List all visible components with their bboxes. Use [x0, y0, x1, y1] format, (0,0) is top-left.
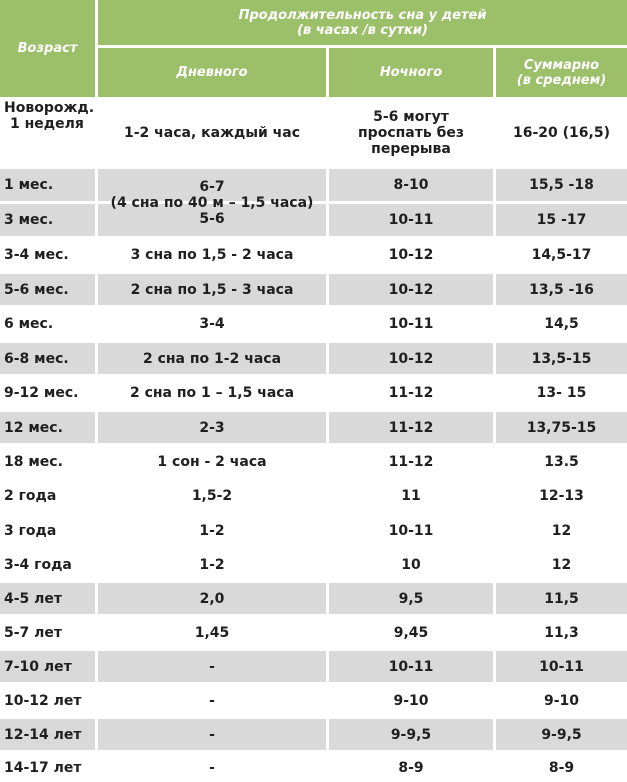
row-day [98, 617, 326, 648]
newborn-night-line1: 5-6 могут [373, 109, 449, 125]
row-total [496, 169, 627, 201]
row-day [98, 685, 326, 716]
row-age [0, 204, 95, 236]
row-age [0, 719, 95, 750]
row-night [329, 753, 493, 782]
newborn-day [98, 100, 326, 166]
header-age-label: Возраст [17, 41, 78, 56]
row-age [0, 549, 95, 580]
row-total-text: 13,75-15 [526, 419, 597, 436]
row-night-text: 10-11 [388, 212, 434, 228]
header-day-label: Дневного [176, 65, 248, 80]
row-age-text: 10-12 лет [4, 692, 82, 709]
row-day-text: 2 сна по 1-2 часа [142, 350, 282, 367]
row-day-text: 3 сна по 1,5 - 2 часа [130, 247, 294, 263]
row-day-text: 2 сна по 1 – 1,5 часа [129, 385, 295, 401]
row-age-text: 6-8 мес. [4, 350, 69, 367]
row-age-text: 12-14 лет [4, 726, 82, 743]
header-day [98, 48, 326, 97]
merged-day-line1: 6-7 [199, 178, 225, 195]
row-night [329, 651, 493, 682]
newborn-total [496, 100, 627, 166]
newborn-night [329, 100, 493, 166]
row-total [496, 753, 627, 782]
row-age [0, 685, 95, 716]
row-day [98, 719, 326, 750]
row-day-text: 2 сна по 1,5 - 3 часа [130, 281, 294, 298]
row-total-text: 9-10 [543, 692, 580, 709]
row-night [329, 412, 493, 443]
row-age-text: 6 мес. [4, 316, 54, 332]
row-day [98, 480, 326, 512]
row-night [329, 719, 493, 750]
row-total [496, 617, 627, 648]
row-total [496, 446, 627, 477]
newborn-total-value: 16-20 (16,5) [513, 125, 610, 141]
row-age [0, 239, 95, 271]
row-total-text: 10-11 [539, 658, 584, 675]
row-night [329, 617, 493, 648]
row-day-text: 1 сон - 2 часа [157, 453, 267, 470]
row-day [98, 515, 326, 546]
newborn-day-value: 1-2 часа, каждый час [123, 125, 301, 141]
row-night-text: 11 [401, 488, 421, 504]
header-total-line1: Суммарно [523, 57, 600, 73]
row-age [0, 480, 95, 512]
row-day-text: 2,0 [199, 590, 225, 607]
row-night-text: 10-11 [388, 522, 434, 539]
row-age [0, 343, 95, 374]
row-total-text: 12-13 [539, 488, 584, 504]
row-age [0, 515, 95, 546]
row-age [0, 753, 95, 782]
row-total [496, 412, 627, 443]
header-total-line2: (в среднем) [516, 72, 607, 88]
row-day [98, 753, 326, 782]
header-night [329, 48, 493, 97]
row-age-text: 12 мес. [4, 419, 63, 436]
newborn-age-line2: 1 неделя [10, 116, 84, 132]
header-group-title-line2: (в часах /в сутки) [297, 22, 428, 38]
row-day-text: 3-4 [199, 316, 225, 332]
row-night-text: 11-12 [388, 385, 434, 401]
row-night [329, 549, 493, 580]
row-night-text: 9,45 [393, 624, 429, 641]
row-age-text: 5-6 мес. [4, 281, 69, 298]
row-total [496, 274, 627, 305]
row-age [0, 412, 95, 443]
row-day [98, 169, 326, 201]
newborn-night-line3: перерыва [371, 141, 451, 157]
row-total-text: 8-9 [548, 759, 575, 776]
row-day-text: 2-3 [199, 419, 225, 436]
row-night-text: 10-12 [388, 247, 434, 263]
header-group-title-line1: Продолжительность сна у детей [238, 7, 487, 23]
row-night-text: 11-12 [388, 453, 434, 470]
newborn-age [0, 100, 95, 166]
row-night [329, 308, 493, 340]
row-total [496, 343, 627, 374]
row-total-text: 14,5 [544, 316, 579, 332]
row-night [329, 480, 493, 512]
row-total [496, 685, 627, 716]
row-total [496, 515, 627, 546]
row-day [98, 549, 326, 580]
row-day [98, 446, 326, 477]
row-total-text: 12 [551, 556, 572, 573]
row-day [98, 308, 326, 340]
row-age-text: 3-4 мес. [4, 247, 69, 263]
row-age [0, 617, 95, 648]
row-total-text: 14,5-17 [531, 247, 592, 263]
row-night [329, 239, 493, 271]
row-day [98, 583, 326, 614]
row-age-text: 2 года [4, 488, 57, 504]
row-day-text: - [209, 726, 215, 743]
row-night-text: 10-11 [388, 658, 434, 675]
row-day [98, 377, 326, 409]
row-night-text: 10-12 [388, 281, 434, 298]
merged-day-line2: (4 сна по 40 м – 1,5 часа) [110, 194, 314, 211]
row-night [329, 204, 493, 236]
row-night [329, 377, 493, 409]
row-day-text: 1-2 [199, 522, 225, 539]
row-night-text: 9-10 [393, 692, 429, 709]
row-day-text: - [209, 658, 215, 675]
header-group-title [98, 0, 627, 45]
row-age-text: 4-5 лет [4, 590, 63, 607]
row-age-text: 3 года [4, 522, 57, 539]
row-age-text: 18 мес. [4, 453, 63, 470]
row-day-text: - [209, 692, 215, 709]
row-night-text: 8-10 [393, 177, 429, 193]
row-day-text: 1,5-2 [191, 488, 233, 504]
row-total-text: 11,3 [544, 624, 579, 641]
row-age [0, 377, 95, 409]
row-age-text: 1 мес. [4, 177, 54, 193]
row-age-text: 7-10 лет [4, 658, 72, 675]
row-night-text: 9,5 [398, 590, 424, 607]
row-total-text: 15,5 -18 [529, 177, 594, 193]
row-total-text: 13,5 -16 [529, 281, 594, 298]
row-day [98, 343, 326, 374]
row-total-text: 12 [551, 522, 572, 539]
row-total [496, 308, 627, 340]
row-night-text: 8-9 [398, 759, 424, 776]
row-day [98, 239, 326, 271]
row-night [329, 169, 493, 201]
row-total [496, 239, 627, 271]
row-age [0, 651, 95, 682]
row-total [496, 480, 627, 512]
row-age-text: 5-7 лет [4, 624, 63, 641]
row-day-text: - [209, 759, 215, 776]
row-total [496, 719, 627, 750]
row-total-text: 13,5-15 [531, 350, 592, 367]
row-age [0, 169, 95, 201]
row-total-text: 13.5 [544, 453, 579, 470]
row-night [329, 583, 493, 614]
row-night [329, 515, 493, 546]
row-day-text: 1,45 [194, 624, 230, 641]
row-night-text: 11-12 [388, 419, 434, 436]
row-total [496, 549, 627, 580]
row-night-text: 10-12 [388, 350, 434, 367]
row-day [98, 651, 326, 682]
row-age-text: 3-4 года [4, 556, 72, 573]
newborn-age-line1: Новорожд. [4, 100, 95, 116]
row-day [98, 274, 326, 305]
row-night [329, 446, 493, 477]
row-day-text: 1-2 [199, 556, 225, 573]
row-night-text: 10-11 [388, 316, 434, 332]
row-day [98, 412, 326, 443]
row-total [496, 651, 627, 682]
row-total-text: 11,5 [544, 590, 579, 607]
row-age [0, 274, 95, 305]
row-total-text: 15 -17 [536, 212, 587, 228]
row-total [496, 204, 627, 236]
row-age-text: 14-17 лет [4, 759, 82, 776]
header-night-label: Ночного [379, 65, 443, 80]
row-night [329, 685, 493, 716]
row-night-text: 9-9,5 [390, 726, 432, 743]
row-age [0, 446, 95, 477]
row-age [0, 583, 95, 614]
row-total-text: 13- 15 [536, 385, 587, 401]
row-day [98, 204, 326, 236]
row-age-text: 9-12 мес. [4, 385, 79, 401]
merged-day-line3: 5-6 [199, 210, 225, 227]
row-total [496, 583, 627, 614]
header-total [496, 48, 627, 97]
row-night [329, 274, 493, 305]
newborn-night-line2: проспать без [358, 125, 464, 141]
row-total-text: 9-9,5 [541, 726, 582, 743]
row-total [496, 377, 627, 409]
row-night-text: 10 [401, 556, 421, 573]
row-night [329, 343, 493, 374]
header-age [0, 0, 95, 97]
row-age-text: 3 мес. [4, 212, 54, 228]
row-age [0, 308, 95, 340]
